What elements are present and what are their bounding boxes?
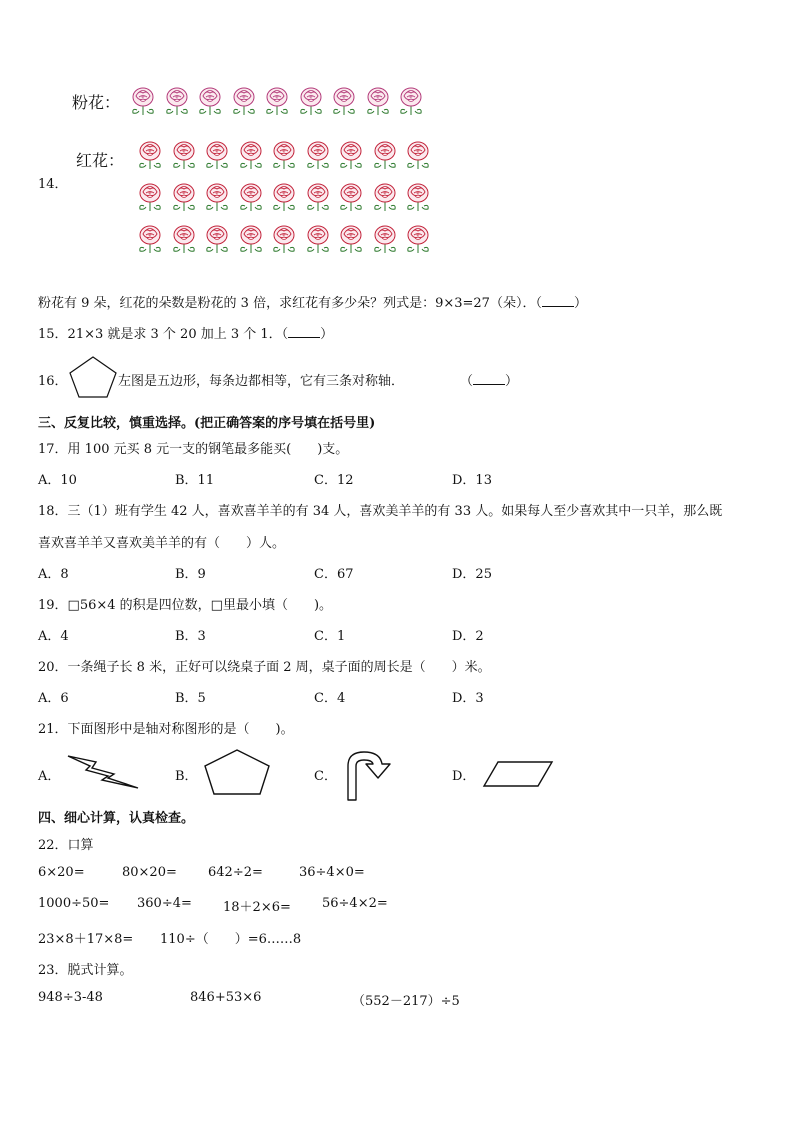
option-c[interactable]: C．4 [314,691,346,706]
flower-icon [305,182,331,212]
flower-icon [338,182,364,212]
flower-icon [171,224,197,254]
calc-item: 948÷3-48 [38,990,103,1005]
curved-arrow-shape [342,748,398,802]
calc-item: 110÷（ ）=6……8 [160,932,302,947]
calc-item: （552－217）÷5 [352,994,460,1009]
red-flower-label: 红花： [76,151,125,170]
calc-item: 642÷2= [208,865,263,880]
q16-number: 16． [38,374,68,389]
flower-icon [171,182,197,212]
q19-question: 19．□56×4 的积是四位数，□里最小填（ )。 [38,598,333,613]
answer-blank[interactable] [542,294,574,307]
option-c[interactable]: C．67 [314,567,354,582]
option-d[interactable]: D．3 [452,691,484,706]
option-c[interactable]: C．12 [314,473,354,488]
lightning-shape [66,752,142,792]
option-a[interactable]: A．8 [38,567,69,582]
pink-flower-row [130,86,432,116]
flower-icon [231,86,257,116]
pentagon-figure [68,355,118,399]
option-d[interactable]: D．25 [452,567,492,582]
flower-icon [271,224,297,254]
flower-icon [238,140,264,170]
option-a[interactable]: A．6 [38,691,69,706]
flower-icon [372,224,398,254]
option-b[interactable]: B． [175,769,198,784]
flower-icon [398,86,424,116]
pentagon-shape [202,748,272,796]
flower-icon [204,224,230,254]
flower-icon [405,140,431,170]
calc-item: 1000÷50= [38,896,110,911]
flower-icon [204,182,230,212]
option-a[interactable]: A．4 [38,629,69,644]
q18-question-line1: 18．三（1）班有学生 42 人，喜欢喜羊羊的有 34 人，喜欢美羊羊的有 33 人。如果每人至少喜欢其中一只羊，那么既 [38,504,723,519]
q14-text: 粉花有 9 朵，红花的朵数是粉花的 3 倍，求红花有多少朵？列式是：9×3=27（朵）．（ [38,296,542,311]
option-b[interactable]: B．3 [175,629,206,644]
flower-icon [137,182,163,212]
q14-number: 14． [38,177,68,192]
answer-blank[interactable] [288,325,320,338]
q18-question-line2: 喜欢喜羊羊又喜欢美羊羊的有（ ）人。 [38,536,286,551]
flower-icon [238,224,264,254]
red-flower-row [137,224,439,254]
q15-question: 15．21×3 就是求 3 个 20 加上 3 个 1．（ ） [38,327,334,342]
flower-icon [298,86,324,116]
flower-icon [164,86,190,116]
q20-question: 20．一条绳子长 8 米，正好可以绕桌子面 2 周，桌子面的周长是（ ）米。 [38,660,491,675]
calc-item: 6×20= [38,865,85,880]
option-d[interactable]: D．13 [452,473,492,488]
flower-icon [271,140,297,170]
q17-question: 17．用 100 元买 8 元一支的钢笔最多能买( )支。 [38,442,349,457]
q14-question: 粉花有 9 朵，红花的朵数是粉花的 3 倍，求红花有多少朵？列式是：9×3=27（朵）．（ ） [38,296,587,311]
option-d[interactable]: D．2 [452,629,484,644]
option-a[interactable]: A．10 [38,473,77,488]
flower-icon [197,86,223,116]
flower-icon [338,140,364,170]
option-b[interactable]: B．11 [175,473,215,488]
calc-item: 36÷4×0= [299,865,365,880]
flower-icon [372,182,398,212]
option-b[interactable]: B．5 [175,691,206,706]
flower-icon [365,86,391,116]
option-c[interactable]: C． [314,769,337,784]
calc-item: 18＋2×6= [223,900,291,915]
flower-icon [204,140,230,170]
flower-icon [137,224,163,254]
flower-icon [305,224,331,254]
q15-text: 15．21×3 就是求 3 个 20 加上 3 个 1．（ [38,327,289,342]
q22-title: 22．口算 [38,838,94,853]
flower-icon [405,224,431,254]
flower-icon [338,224,364,254]
calc-item: 56÷4×2= [322,896,388,911]
flower-icon [372,140,398,170]
calc-item: 80×20= [122,865,177,880]
flower-icon [264,86,290,116]
option-b[interactable]: B．9 [175,567,206,582]
flower-icon [137,140,163,170]
flower-icon [171,140,197,170]
q16-answer: （ ） [460,374,519,389]
section-3-heading: 三、反复比较，慎重选择。(把正确答案的序号填在括号里) [38,416,376,431]
flower-icon [331,86,357,116]
option-d[interactable]: D． [452,769,476,784]
pink-flower-label: 粉花： [72,93,121,112]
calc-item: 846+53×6 [190,990,262,1005]
q21-question: 21．下面图形中是轴对称图形的是（ )。 [38,722,294,737]
section-4-heading: 四、细心计算，认真检查。 [38,811,195,826]
flower-icon [405,182,431,212]
red-flower-row [137,182,439,212]
q16-text: 左图是五边形，每条边都相等，它有三条对称轴． [118,374,405,389]
q23-title: 23．脱式计算。 [38,963,133,978]
flower-icon [238,182,264,212]
option-a[interactable]: A． [38,769,61,784]
answer-blank[interactable] [473,372,505,385]
option-c[interactable]: C．1 [314,629,346,644]
calc-item: 23×8＋17×8= [38,932,134,947]
parallelogram-shape [482,760,554,788]
flower-icon [130,86,156,116]
calc-item: 360÷4= [137,896,192,911]
red-flower-row [137,140,439,170]
flower-icon [305,140,331,170]
flower-icon [271,182,297,212]
